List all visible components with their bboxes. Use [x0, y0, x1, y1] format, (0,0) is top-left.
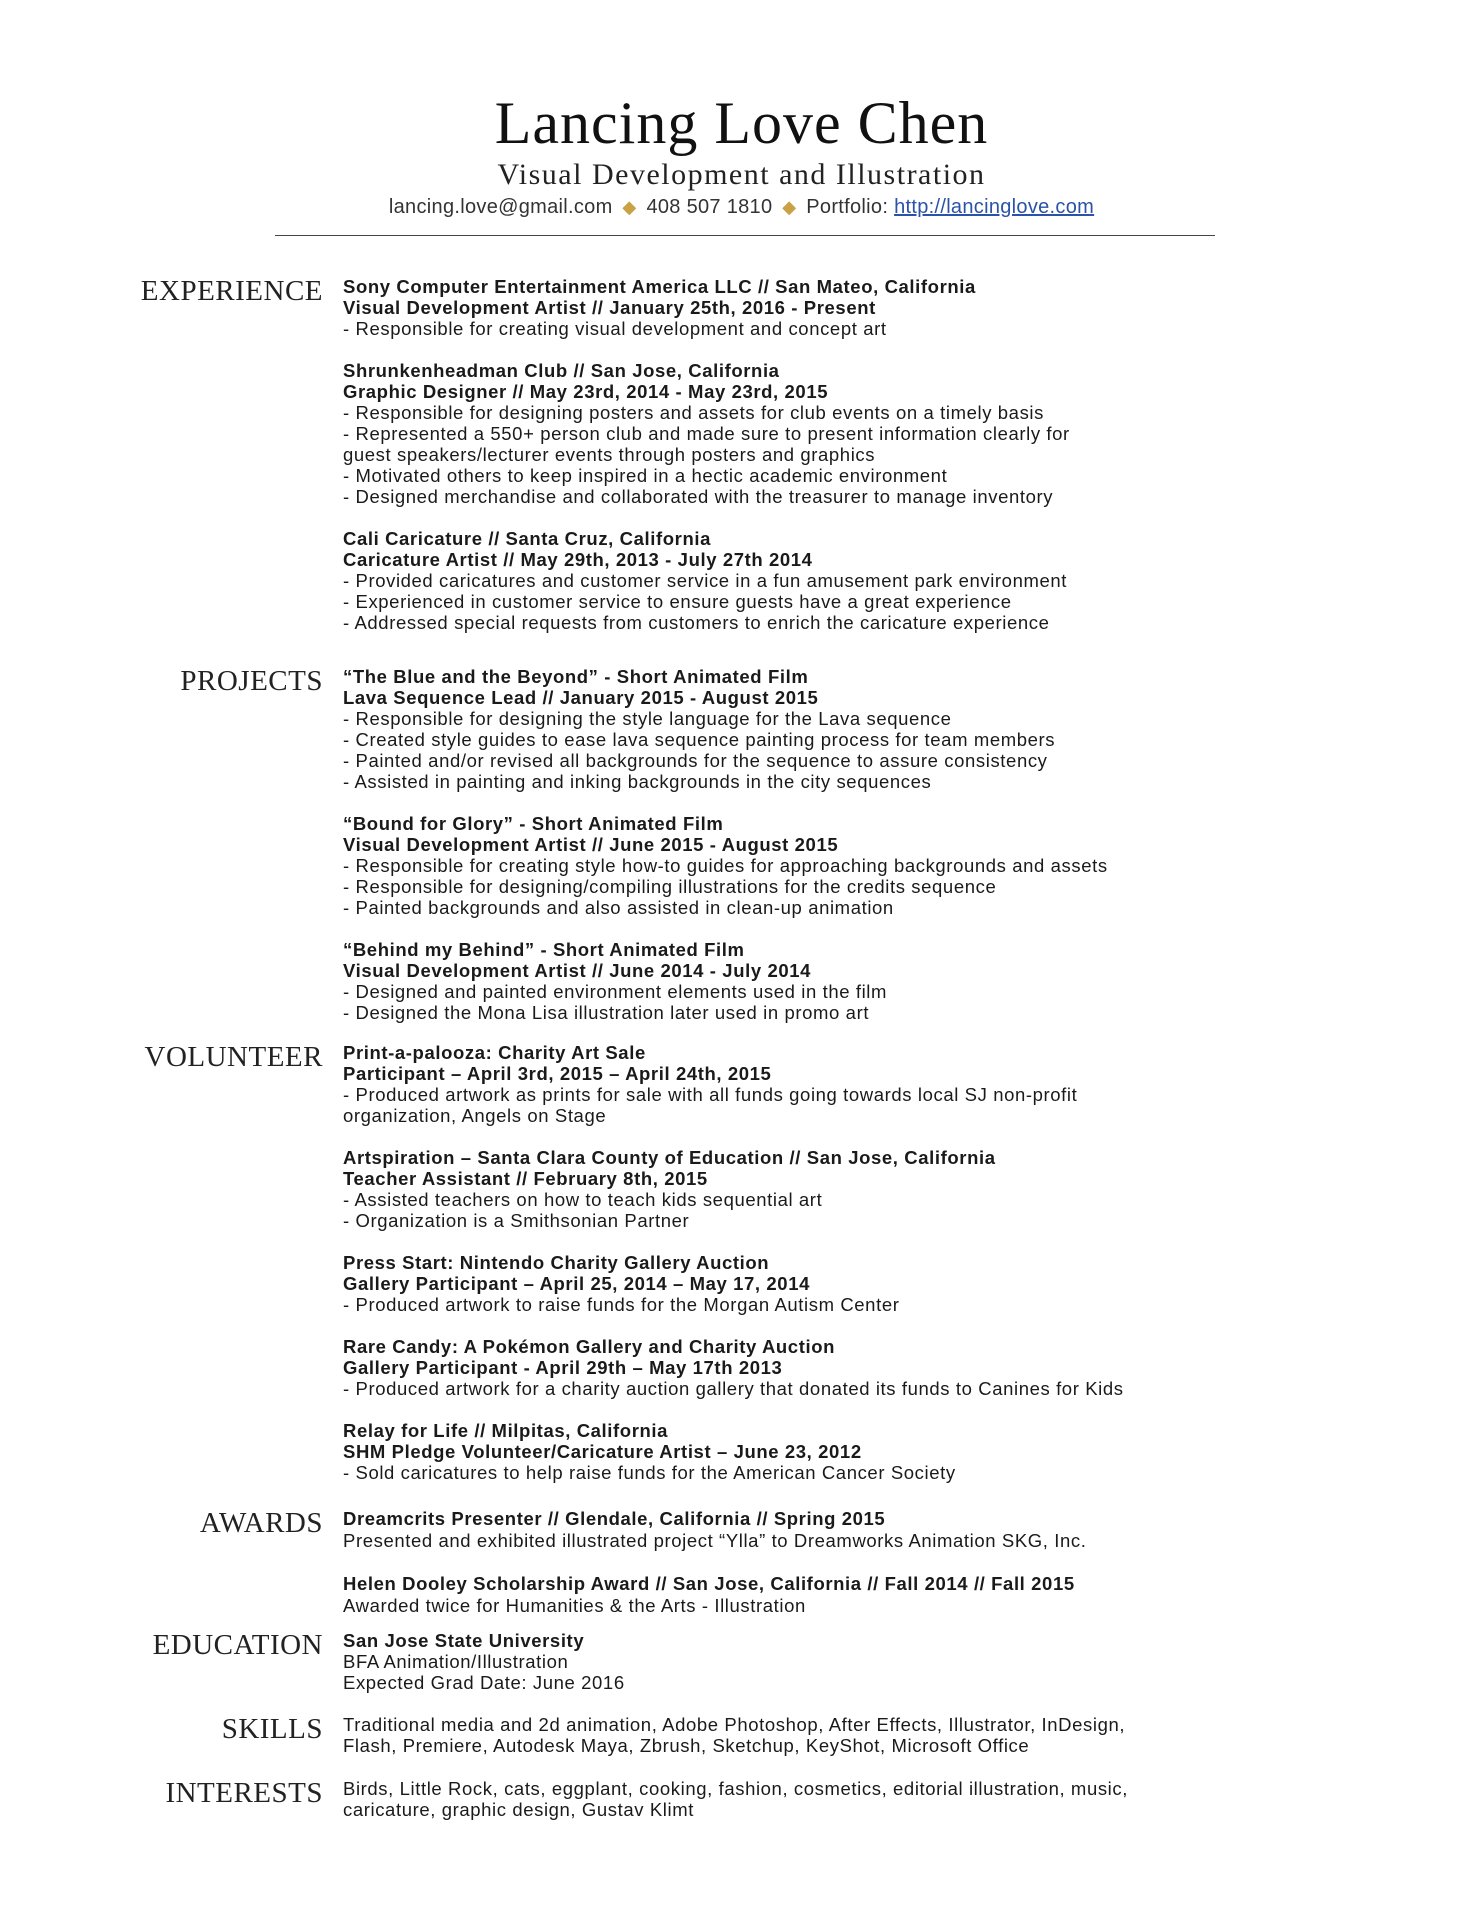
grad-date: Expected Grad Date: June 2016 — [343, 1672, 625, 1693]
project-entry — [343, 813, 1353, 918]
entry-bullet: - Organization is a Smithsonian Partner — [343, 1210, 690, 1231]
header-divider — [275, 235, 1215, 236]
candidate-subtitle: Visual Development and Illustration — [497, 158, 986, 191]
interests-line: Birds, Little Rock, cats, eggplant, cooking, fashion, cosmetics, editorial illustration, music, — [343, 1778, 1128, 1799]
project-entry — [343, 666, 1353, 792]
entry-bullet: - Provided caricatures and customer service in a fun amusement park environment — [343, 570, 1067, 591]
entry-bullet: - Designed merchandise and collaborated with the treasurer to manage inventory — [343, 486, 1054, 507]
volunteer-entry — [343, 1147, 1353, 1231]
email-text[interactable]: lancing.love@gmail.com — [388, 196, 613, 218]
entry-role: Lava Sequence Lead // January 2015 - August 2015 — [343, 687, 819, 708]
entry-org: Cali Caricature // Santa Cruz, California — [343, 528, 711, 549]
entry-role: Visual Development Artist // January 25th, 2016 - Present — [343, 297, 876, 318]
entry-bullet: - Responsible for creating visual development and concept art — [343, 318, 887, 339]
entry-org: “The Blue and the Beyond” - Short Animated Film — [343, 666, 809, 687]
entry-org: Shrunkenheadman Club // San Jose, California — [343, 360, 780, 381]
entry-role: Visual Development Artist // June 2015 - August 2015 — [343, 834, 839, 855]
section-label-volunteer: VOLUNTEER — [144, 1041, 323, 1073]
section-label-projects: PROJECTS — [180, 665, 323, 697]
resume-header — [0, 88, 1483, 220]
experience-entry — [343, 276, 1353, 339]
experience-body — [343, 276, 1353, 633]
entry-org: Sony Computer Entertainment America LLC // San Mateo, California — [343, 276, 976, 297]
entry-bullet: - Sold caricatures to help raise funds for the American Cancer Society — [343, 1462, 956, 1483]
entry-bullet: - Produced artwork as prints for sale with all funds going towards local SJ non-profit — [343, 1084, 1078, 1105]
entry-org: “Bound for Glory” - Short Animated Film — [343, 813, 724, 834]
entry-role: Gallery Participant – April 25, 2014 – May 17, 2014 — [343, 1273, 810, 1294]
skills-line: Traditional media and 2d animation, Adobe Photoshop, After Effects, Illustrator, InDesign, — [343, 1714, 1126, 1735]
entry-bullet: organization, Angels on Stage — [343, 1105, 607, 1126]
entry-bullet: - Produced artwork for a charity auction gallery that donated its funds to Canines for Kids — [343, 1378, 1124, 1399]
entry-role: Graphic Designer // May 23rd, 2014 - May 23rd, 2015 — [343, 381, 829, 402]
projects-body — [343, 666, 1353, 1023]
portfolio-label: Portfolio: — [806, 196, 895, 218]
portfolio-link[interactable]: http://lancinglove.com — [894, 196, 1095, 218]
contact-line — [0, 194, 1483, 220]
entry-role: Gallery Participant - April 29th – May 17th 2013 — [343, 1357, 783, 1378]
diamond-separator-icon: ◆ — [782, 197, 797, 217]
entry-bullet: - Addressed special requests from customers to enrich the caricature experience — [343, 612, 1050, 633]
volunteer-entry — [343, 1420, 1353, 1483]
entry-bullet: - Painted backgrounds and also assisted in clean-up animation — [343, 897, 894, 918]
entry-bullet: - Represented a 550+ person club and made sure to present information clearly for — [343, 423, 1070, 444]
candidate-name: Lancing Love Chen — [494, 90, 989, 156]
entry-bullet: - Responsible for creating style how-to guides for approaching backgrounds and assets — [343, 855, 1108, 876]
entry-bullet: - Created style guides to ease lava sequence painting process for team members — [343, 729, 1056, 750]
entry-org: Relay for Life // Milpitas, California — [343, 1420, 669, 1441]
entry-role: Visual Development Artist // June 2014 - July 2014 — [343, 960, 812, 981]
section-label-awards: AWARDS — [199, 1507, 323, 1539]
award-entry — [343, 1508, 1353, 1552]
volunteer-entry — [343, 1336, 1353, 1399]
skills-body — [343, 1714, 1353, 1756]
volunteer-entry — [343, 1042, 1353, 1126]
degree-text: BFA Animation/Illustration — [343, 1651, 569, 1672]
education-body — [343, 1630, 1353, 1693]
entry-bullet: - Responsible for designing/compiling illustrations for the credits sequence — [343, 876, 997, 897]
volunteer-entry — [343, 1252, 1353, 1315]
diamond-separator-icon: ◆ — [622, 197, 637, 217]
interests-line: caricature, graphic design, Gustav Klimt — [343, 1799, 694, 1820]
entry-org: Print-a-palooza: Charity Art Sale — [343, 1042, 646, 1063]
section-label-experience: EXPERIENCE — [140, 275, 323, 307]
entry-bullet: - Assisted in painting and inking backgrounds in the city sequences — [343, 771, 932, 792]
entry-role: SHM Pledge Volunteer/Caricature Artist – June 23, 2012 — [343, 1441, 862, 1462]
entry-bullet: - Painted and/or revised all backgrounds for the sequence to assure consistency — [343, 750, 1048, 771]
volunteer-body — [343, 1042, 1353, 1483]
entry-role: Caricature Artist // May 29th, 2013 - July 27th 2014 — [343, 549, 813, 570]
entry-bullet: - Assisted teachers on how to teach kids sequential art — [343, 1189, 823, 1210]
entry-bullet: - Responsible for designing the style language for the Lava sequence — [343, 708, 952, 729]
entry-org: Artspiration – Santa Clara County of Education // San Jose, California — [343, 1147, 996, 1168]
experience-entry — [343, 528, 1353, 633]
section-label-interests: INTERESTS — [165, 1777, 323, 1809]
skills-line: Flash, Premiere, Autodesk Maya, Zbrush, Sketchup, KeyShot, Microsoft Office — [343, 1735, 1030, 1756]
project-entry — [343, 939, 1353, 1023]
entry-bullet: - Motivated others to keep inspired in a hectic academic environment — [343, 465, 948, 486]
award-title: Helen Dooley Scholarship Award // San Jose, California // Fall 2014 // Fall 2015 — [343, 1573, 1075, 1594]
award-desc: Presented and exhibited illustrated project “Ylla” to Dreamworks Animation SKG, Inc. — [343, 1530, 1087, 1551]
awards-body — [343, 1508, 1353, 1617]
award-title: Dreamcrits Presenter // Glendale, California // Spring 2015 — [343, 1508, 886, 1529]
experience-entry — [343, 360, 1353, 507]
section-label-education: EDUCATION — [152, 1629, 323, 1661]
entry-bullet: - Produced artwork to raise funds for the Morgan Autism Center — [343, 1294, 900, 1315]
entry-bullet: - Designed and painted environment elements used in the film — [343, 981, 888, 1002]
entry-org: “Behind my Behind” - Short Animated Film — [343, 939, 745, 960]
entry-org: Rare Candy: A Pokémon Gallery and Charity Auction — [343, 1336, 835, 1357]
interests-body — [343, 1778, 1353, 1820]
phone-text: 408 507 1810 — [646, 196, 773, 218]
school-name: San Jose State University — [343, 1630, 585, 1651]
award-desc: Awarded twice for Humanities & the Arts - Illustration — [343, 1595, 806, 1616]
entry-org: Press Start: Nintendo Charity Gallery Auction — [343, 1252, 770, 1273]
entry-bullet: guest speakers/lecturer events through posters and graphics — [343, 444, 876, 465]
entry-bullet: - Designed the Mona Lisa illustration later used in promo art — [343, 1002, 870, 1023]
entry-bullet: - Responsible for designing posters and assets for club events on a timely basis — [343, 402, 1044, 423]
entry-role: Teacher Assistant // February 8th, 2015 — [343, 1168, 708, 1189]
entry-role: Participant – April 3rd, 2015 – April 24th, 2015 — [343, 1063, 772, 1084]
award-entry — [343, 1573, 1353, 1617]
entry-bullet: - Experienced in customer service to ensure guests have a great experience — [343, 591, 1012, 612]
section-label-skills: SKILLS — [221, 1713, 323, 1745]
